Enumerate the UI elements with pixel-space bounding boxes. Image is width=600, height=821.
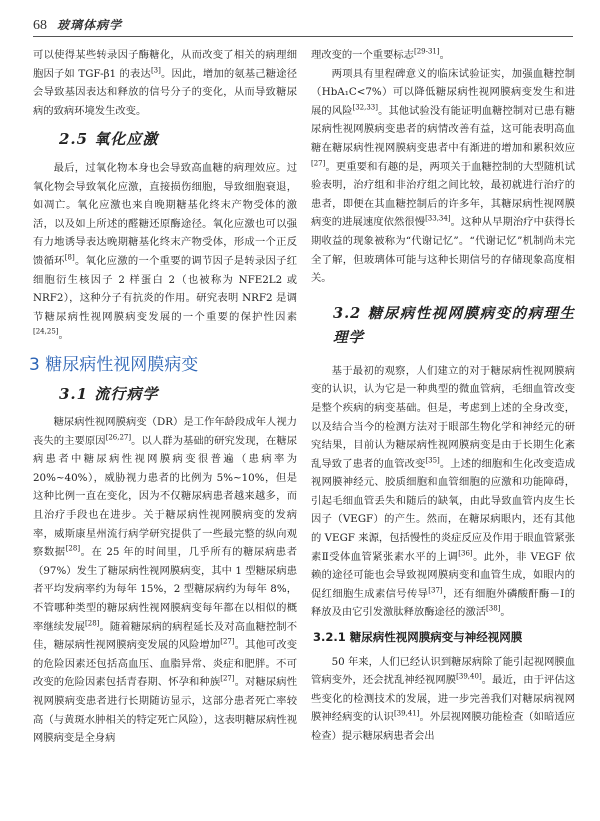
paragraph-oxidative-stress: 最后，过氧化物本身也会导致高血糖的病理效应。过氧化物会导致氧化应激，直接损伤细胞，导致细胞衰退，如凋亡。氧化应激也来自晚期糖基化终末产物受体的激活，以及如上所述的醛糖还原酶途径。氧化应激也可以强有力地诱导表达晚期糖基化终末产物受体，形成一个正反馈循环[8]。氧化应激的一个重要的调节因子是转录因子红细胞衍生核因子 2 样蛋白 2（也被称为 NFE2L2 或 NRF2），这种分子有抗炎的作用。研究表明 NRF2 是调节糖尿病性视网膜病变发展的一个重要的保护性因素[24,25]。	[33, 161, 298, 342]
page-number: 68	[33, 18, 47, 33]
section-2-5-title: 2.5 氧化应激	[59, 130, 159, 149]
paragraph-glycemic-control: 两项具有里程碑意义的临床试验证实，加强血糖控制（HbA₁C<7%）可以降低糖尿病性视网膜病变发生和进展的风险[32,33]。其他试验没有能证明血糖控制对已患有糖尿病性视网膜病变患者的病情改善有益，这可能表明高血糖在糖尿病性视网膜病变患者中有渐进的增加和累积效应[27]。更重要和有趣的是，两项关于血糖控制的大型随机试验表明，治疗组和非治疗组之间比较，最初就进行治疗的患者，即便在其血糖控制后的许多年，其糖尿病性视网膜病变的进展速度依然很慢[33,34]。这种从早期治疗中获得长期收益的现象被称为“代谢记忆”。“代谢记忆”机制尚未完全了解，但玻璃体可能与这种长期信号的存储现象高度相关。	[311, 67, 576, 285]
section-3-2-title: 3.2 糖尿病性视网膜病变的病理生理学	[333, 304, 575, 346]
paragraph-continued: 理改变的一个重要标志[29-31]。	[311, 47, 450, 61]
paragraph-epidemiology: 糖尿病性视网膜病变（DR）是工作年龄段成年人视力丧失的主要原因[26,27]。以人群为基础的研究发现，在糖尿病患者中糖尿病性视网膜病变很普遍（患病率为 20%~40%），威胁视力患者的比例为 5%~10%，但是这种比例一直在变化，因为不仅糖尿病患者越来越多，而且治疗手段也在进步。关于糖尿病性视网膜病变的发病率，威斯康星州流行病学研究提供了一些最完整的纵向观察数据[28]。在 25 年的时间里，几乎所有的糖尿病患者（97%）发生了糖尿病性视网膜病变，其中 1 型糖尿病患者平均发病率约为每年 15%，2 型糖尿病约为每年 8%，不管哪种类型的糖尿病性视网膜病变每年都在以相似的概率继续发展[28]。随着糖尿病的病程延长及对高血糖控制不佳，糖尿病性视网膜病变发展的风险增加[27]。其他可改变的危险因素还包括高血压、血脂异常、炎症和肥胖。不可改变的危险因素包括青春期、怀孕和种族[27]。对糖尿病性视网膜病变患者进行长期随访显示，这部分患者死亡率较高（与黄斑水肿相关的特定死亡风险），这表明糖尿病性视网膜病变是全身病	[33, 416, 298, 745]
running-book-title: 玻璃体病学	[57, 18, 123, 32]
paragraph-intro: 可以使得某些转录因子酶糖化，从而改变了相关的病理细胞因子如 TGF-β1 的表达[3]。因此，增加的氨基己糖途径会导致基因表达和释放的信号分子的变化，从而导致糖尿病的致病环境发生改变。	[33, 49, 297, 117]
section-3-2-1-title: 3.2.1 糖尿病性视网膜病变与神经视网膜	[313, 630, 523, 645]
section-3-title: 3 糖尿病性视网膜病变	[29, 354, 199, 375]
page-header	[33, 16, 573, 36]
paragraph-neuroretina: 50 年来，人们已经认识到糖尿病除了能引起视网膜血管病变外，还会扰乱神经视网膜[39,40]。最近，由于评估这些变化的检测技术的发展，进一步完善我们对糖尿病视网膜神经病变的认识[39,41]。外层视网膜功能检查（如暗适应检查）提示糖尿病患者会出	[311, 655, 576, 742]
left-column	[29, 46, 298, 748]
section-3-1-title: 3.1 流行病学	[59, 384, 159, 403]
header-rule	[33, 36, 573, 37]
paragraph-pathophysiology: 基于最初的观察，人们建立的对于糖尿病性视网膜病变的认识，认为它是一种典型的微血管病，毛细血管改变是整个疾病的病变基础。但是，考虑到上述的全身改变，以及结合当今的检测方法对于眼部生物化学和神经元的研究结果，目前认为糖尿病性视网膜病变是由于长期生化紊乱导致了患者的血管改变[35]。上述的细胞和生化改变造成视网膜神经元、胶质细胞和血管细胞的应激和功能障碍，引起毛细血管丢失和随后的缺氧，由此导致血管内皮生长因子（VEGF）的产生。然而，在糖尿病眼内，还有其他的 VEGF 来源，包括慢性的炎症反应及作用于眼血管紧张素Ⅱ受体血管紧张素水平的上调[36]。此外，非 VEGF 依赖的途径可能也会导致视网膜病变和血管生成，如眼内的促红细胞生成素信号传导[37]，还有细胞外磷酸酐酶－Ⅰ的释放及由它引发激肽释放酶途径的激活[38]。	[311, 364, 576, 619]
right-column	[311, 46, 575, 746]
